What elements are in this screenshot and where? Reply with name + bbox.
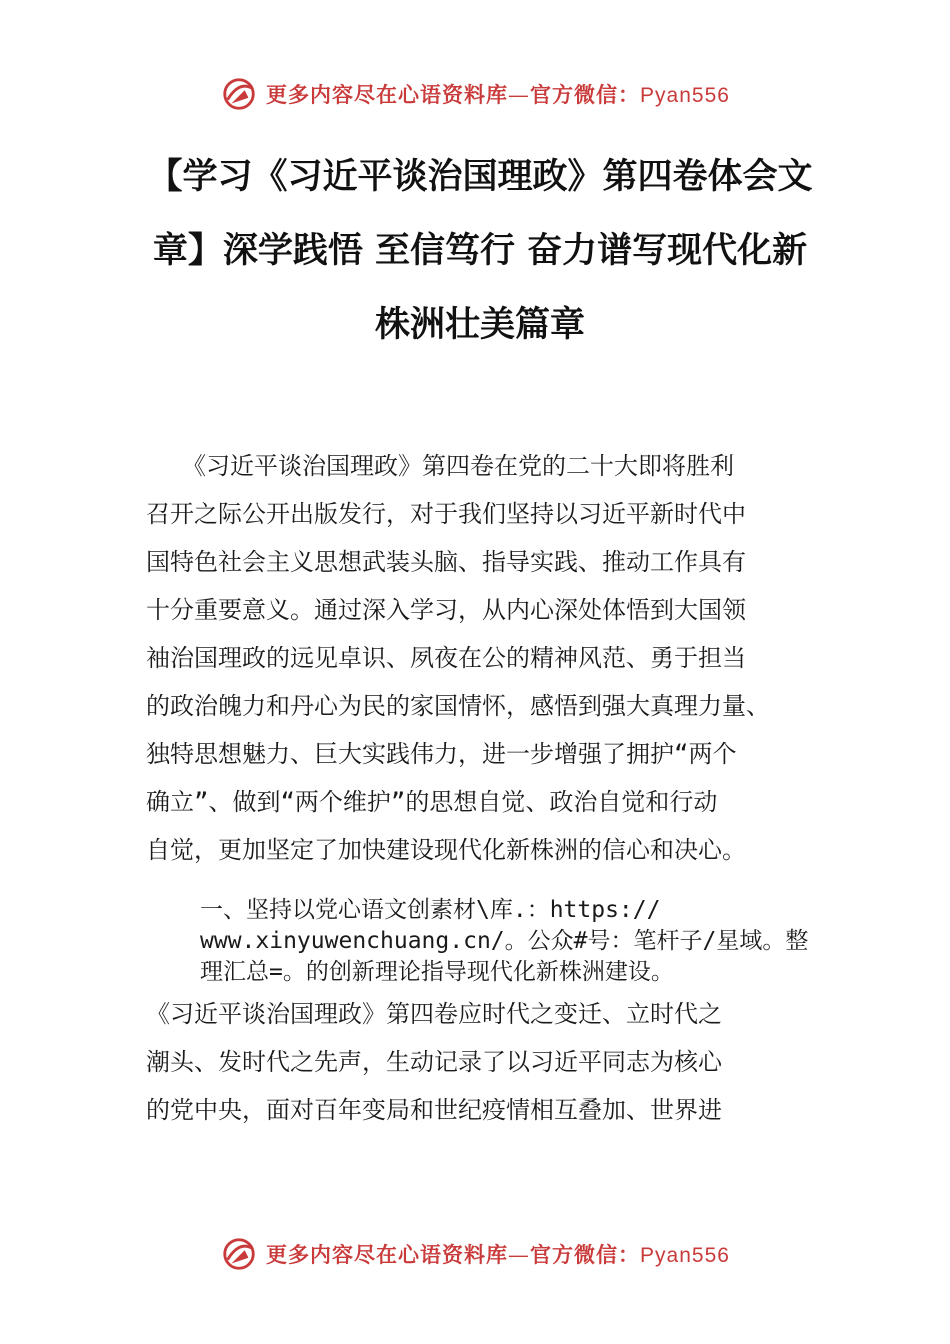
paragraph-line: 确立”、做到“两个维护”的思想自觉、政治自觉和行动 xyxy=(146,788,718,816)
paragraph-line: 国特色社会主义思想武装头脑、指导实践、推动工作具有 xyxy=(146,548,746,576)
paragraph-line: 《习近平谈治国理政》第四卷应时代之变迁、立时代之 xyxy=(146,1000,722,1028)
paragraph-line: 自觉，更加坚定了加快建设现代化新株洲的信心和决心。 xyxy=(146,836,746,864)
footer-banner xyxy=(0,1232,950,1276)
banner-wechat-label: 官方微信： xyxy=(530,82,641,107)
heading-line: 一、坚持以党心语文创素材\库.：https:// xyxy=(200,897,661,923)
logo-icon xyxy=(220,1235,258,1273)
banner-slogan: 更多内容尽在心语资料库 xyxy=(266,82,509,107)
paragraph-line: 的党中央，面对百年变局和世纪疫情相互叠加、世界进 xyxy=(146,1096,722,1124)
banner-separator: — xyxy=(508,1243,531,1267)
document-title xyxy=(140,140,820,362)
paragraph-line: 召开之际公开出版发行，对于我们坚持以习近平新时代中 xyxy=(146,500,746,528)
banner-separator: — xyxy=(508,83,531,107)
banner-wechat-id: Pyan556 xyxy=(640,84,730,107)
banner-slogan: 更多内容尽在心语资料库 xyxy=(266,1242,509,1267)
title-line: 章】深学践悟 至信笃行 奋力谱写现代化新 xyxy=(152,231,808,271)
paragraph-line: 潮头、发时代之先声，生动记录了以习近平同志为核心 xyxy=(146,1048,722,1076)
paragraph-intro xyxy=(146,442,846,874)
paragraph-line: 《习近平谈治国理政》第四卷在党的二十大即将胜利 xyxy=(146,452,734,480)
banner-wechat-id: Pyan556 xyxy=(640,1244,730,1267)
banner-wechat-label: 官方微信： xyxy=(530,1242,641,1267)
paragraph-line: 的政治魄力和丹心为民的家国情怀，感悟到强大真理力量、 xyxy=(146,692,770,720)
title-line: 株洲壮美篇章 xyxy=(374,305,585,345)
heading-line: www.xinyuwenchuang.cn/。公众#号：笔杆子/星域。整 xyxy=(200,928,809,954)
logo-icon xyxy=(220,75,258,113)
heading-line: 理汇总=。的创新理论指导现代化新株洲建设。 xyxy=(200,959,674,985)
banner-text xyxy=(266,79,730,109)
title-line: 【学习《习近平谈治国理政》第四卷体会文 xyxy=(147,157,813,197)
header-banner xyxy=(0,72,950,116)
paragraph-line: 袖治国理政的远见卓识、夙夜在公的精神风范、勇于担当 xyxy=(146,644,746,672)
banner-text xyxy=(266,1239,730,1269)
paragraph-line: 十分重要意义。通过深入学习，从内心深处体悟到大国领 xyxy=(146,596,746,624)
paragraph-line: 独特思想魅力、巨大实践伟力，进一步增强了拥护“两个 xyxy=(146,740,737,768)
section-heading xyxy=(200,895,850,988)
paragraph-section-one xyxy=(146,990,846,1134)
